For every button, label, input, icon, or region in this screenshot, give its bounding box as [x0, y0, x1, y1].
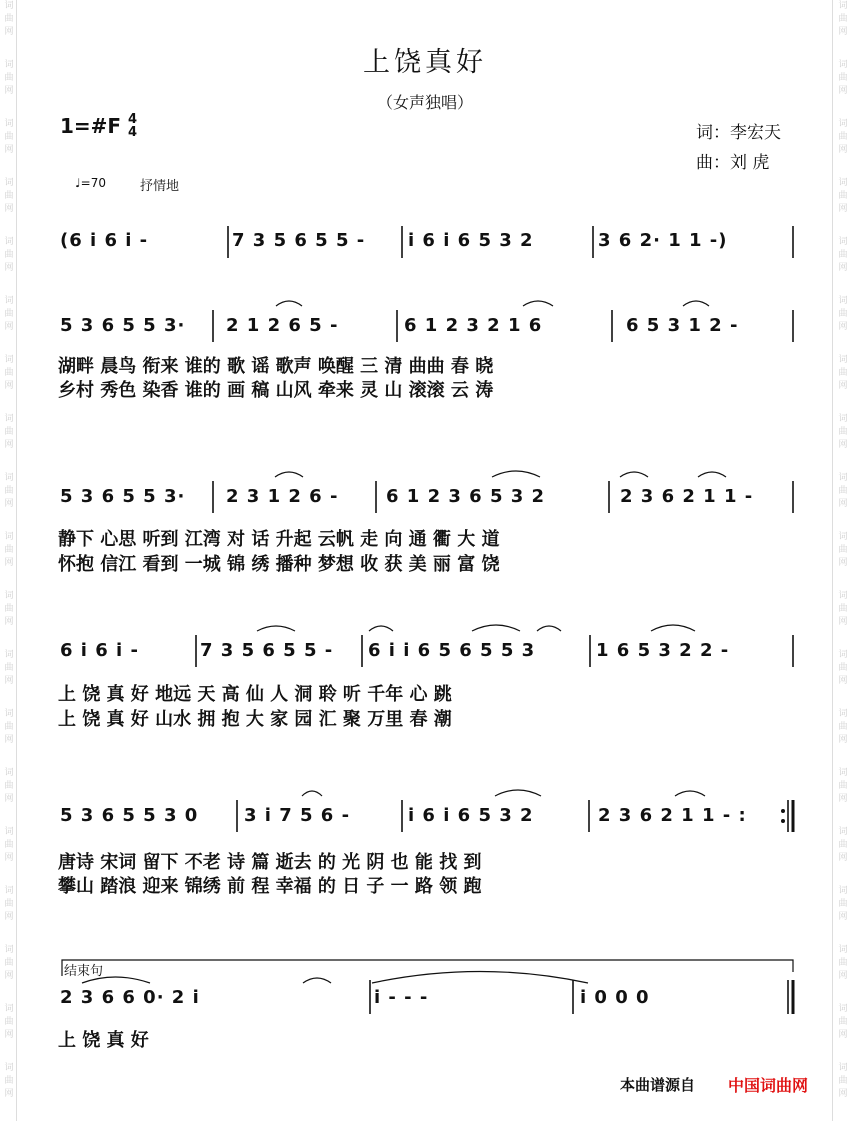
watermark-char: 词	[838, 355, 848, 365]
measure-notes: i 6 i 6 5 3 2	[408, 230, 534, 251]
slur	[492, 471, 540, 477]
lyric-line-verse-1: 湖畔 晨鸟 衔来 谁的 歌 谣 歌声 唤醒 三 清 曲曲 春 晓	[58, 356, 494, 377]
measure-notes: 3 6 2· 1 1 -)	[598, 230, 728, 251]
watermark-char: 网	[4, 499, 14, 509]
watermark-char: 网	[838, 145, 848, 155]
watermark-char: 曲	[838, 899, 848, 909]
watermark-char: 网	[4, 145, 14, 155]
watermark-char: 网	[838, 971, 848, 981]
watermark-char: 词	[4, 237, 14, 247]
lyric-line-verse-2: 乡村 秀色 染香 谁的 画 稿 山风 牵来 灵 山 滚滚 云 涛	[58, 380, 494, 401]
watermark-char: 词	[4, 591, 14, 601]
watermark-char: 词	[838, 591, 848, 601]
repeat-dot	[781, 819, 785, 823]
watermark-char: 词	[838, 1004, 848, 1014]
watermark-char: 曲	[838, 14, 848, 24]
slur	[683, 301, 709, 306]
watermark-char: 词	[4, 473, 14, 483]
watermark-char: 网	[838, 912, 848, 922]
watermark-char: 曲	[4, 191, 14, 201]
measure-notes: 2 1 2 6 5 -	[226, 315, 339, 336]
watermark-char: 曲	[4, 781, 14, 791]
watermark-char: 词	[838, 414, 848, 424]
watermark-char: 曲	[4, 899, 14, 909]
measure-notes: 2 3 6 2 1 1 -	[620, 486, 754, 507]
composer-credit: 曲：刘 虎	[696, 153, 770, 173]
measure-notes: 2 3 6 2 1 1 - :	[598, 805, 747, 826]
measure-notes: i 0 0 0	[580, 987, 650, 1008]
slur	[302, 791, 322, 796]
watermark-char: 网	[838, 1089, 848, 1099]
watermark-char: 曲	[838, 73, 848, 83]
watermark-char: 词	[4, 532, 14, 542]
watermark-char: 网	[838, 1030, 848, 1040]
watermark-char: 曲	[4, 722, 14, 732]
ending-bracket	[62, 960, 793, 976]
watermark-char: 曲	[4, 1017, 14, 1027]
watermark-char: 网	[838, 617, 848, 627]
watermark-char: 曲	[838, 132, 848, 142]
measure-notes: i - - -	[374, 987, 429, 1008]
watermark-char: 词	[838, 650, 848, 660]
watermark-char: 词	[4, 945, 14, 955]
watermark-char: 网	[838, 86, 848, 96]
watermark-char: 曲	[838, 250, 848, 260]
measure-notes: 6 1 2 3 2 1 6	[404, 315, 543, 336]
watermark-char: 词	[4, 355, 14, 365]
watermark-char: 网	[4, 1089, 14, 1099]
tempo-marking: ♩=70	[75, 176, 106, 190]
watermark-char: 词	[4, 1, 14, 11]
song-subtitle: （女声独唱）	[376, 93, 473, 112]
watermark-char: 词	[838, 296, 848, 306]
watermark-char: 曲	[838, 427, 848, 437]
slur	[275, 472, 303, 477]
brand-link[interactable]: 中国词曲网	[728, 1076, 809, 1095]
watermark-char: 曲	[4, 1076, 14, 1086]
slur	[372, 972, 588, 984]
watermark-char: 曲	[838, 309, 848, 319]
watermark-char: 曲	[4, 840, 14, 850]
watermark-char: 网	[838, 440, 848, 450]
repeat-dot	[781, 809, 785, 813]
watermark-char: 曲	[838, 1076, 848, 1086]
watermark-char: 词	[4, 650, 14, 660]
lyric-line-verse-2: 上 饶 真 好 山水 拥 抱 大 家 园 汇 聚 万里 春 潮	[58, 709, 452, 730]
watermark-char: 曲	[4, 545, 14, 555]
watermark-char: 词	[838, 886, 848, 896]
watermark-char: 曲	[4, 958, 14, 968]
watermark-char: 网	[838, 735, 848, 745]
watermark-char: 网	[4, 617, 14, 627]
watermark-char: 词	[4, 1004, 14, 1014]
watermark-char: 网	[4, 204, 14, 214]
lyric-line-verse-2: 怀抱 信江 看到 一城 锦 绣 播种 梦想 收 获 美 丽 富 饶	[58, 554, 500, 575]
lyricist-credit: 词：李宏天	[696, 123, 781, 143]
measure-notes: (6 i 6 i -	[60, 230, 149, 251]
watermark-char: 曲	[838, 486, 848, 496]
watermark-char: 曲	[838, 545, 848, 555]
watermark-char: 曲	[4, 73, 14, 83]
watermark-char: 曲	[4, 250, 14, 260]
measure-notes: i 6 i 6 5 3 2	[408, 805, 534, 826]
watermark-char: 词	[838, 827, 848, 837]
watermark-char: 词	[4, 709, 14, 719]
time-signature-top: 4	[128, 112, 138, 127]
watermark-char: 网	[838, 794, 848, 804]
watermark-char: 曲	[4, 14, 14, 24]
slur	[698, 472, 726, 477]
watermark-char: 词	[838, 1, 848, 11]
watermark-char: 曲	[4, 132, 14, 142]
watermark-char: 网	[4, 440, 14, 450]
watermark-char: 网	[4, 27, 14, 37]
watermark-char: 词	[4, 119, 14, 129]
watermark-char: 曲	[4, 427, 14, 437]
watermark-char: 词	[838, 1063, 848, 1073]
watermark-char: 网	[838, 263, 848, 273]
lyric-line-verse-1: 静下 心思 听到 江湾 对 话 升起 云帆 走 向 通 衢 大 道	[58, 529, 500, 550]
watermark-char: 曲	[4, 309, 14, 319]
measure-notes: 5 3 6 5 5 3 0	[60, 805, 199, 826]
measure-notes: 6 i i 6 5 6 5 5 3	[368, 640, 536, 661]
watermark-char: 词	[838, 532, 848, 542]
watermark-char: 词	[4, 768, 14, 778]
watermark-char: 网	[4, 853, 14, 863]
watermark-char: 网	[4, 86, 14, 96]
watermark-char: 词	[4, 296, 14, 306]
watermark-char: 词	[4, 886, 14, 896]
watermark-char: 词	[4, 178, 14, 188]
source-label: 本曲谱源自	[620, 1076, 696, 1094]
watermark-char: 曲	[4, 486, 14, 496]
lyric-line-verse-1: 上 饶 真 好 地远 天 高 仙 人 洞 聆 听 千年 心 跳	[58, 684, 452, 705]
watermark-char: 网	[4, 735, 14, 745]
measure-notes: 5 3 6 5 5 3·	[60, 315, 186, 336]
measure-notes: 2 3 1 2 6 -	[226, 486, 339, 507]
watermark-char: 网	[4, 794, 14, 804]
watermark-char: 曲	[4, 368, 14, 378]
slur	[523, 301, 553, 306]
watermark-char: 网	[838, 381, 848, 391]
measure-notes: 7 3 5 6 5 5 -	[200, 640, 334, 661]
measure-notes: 6 i 6 i -	[60, 640, 139, 661]
measure-notes: 1 6 5 3 2 2 -	[596, 640, 730, 661]
key-signature: 1=#F	[60, 114, 122, 138]
watermark-char: 词	[838, 473, 848, 483]
lyric-line-ending: 上 饶 真 好	[58, 1030, 149, 1051]
watermark-char: 网	[838, 499, 848, 509]
watermark-char: 网	[838, 27, 848, 37]
watermark-char: 曲	[838, 722, 848, 732]
watermark-char: 词	[4, 1063, 14, 1073]
slur	[276, 301, 302, 306]
watermark-char: 网	[838, 322, 848, 332]
watermark-char: 网	[4, 1030, 14, 1040]
watermark-char: 曲	[838, 1017, 848, 1027]
watermark-char: 曲	[838, 781, 848, 791]
watermark-char: 词	[838, 60, 848, 70]
watermark-char: 曲	[838, 368, 848, 378]
watermark-char: 词	[4, 414, 14, 424]
slur	[369, 626, 393, 631]
watermark-char: 网	[4, 676, 14, 686]
slur	[303, 978, 331, 983]
slur	[651, 625, 695, 631]
watermark-char: 词	[838, 945, 848, 955]
ending-label: 结束句	[64, 964, 104, 979]
song-title: 上饶真好	[363, 47, 487, 78]
expression-marking: 抒情地	[140, 179, 180, 194]
measure-notes: 7 3 5 6 5 5 -	[232, 230, 366, 251]
watermark-char: 词	[838, 178, 848, 188]
slur	[620, 472, 648, 477]
watermark-char: 网	[838, 204, 848, 214]
measure-notes: 6 1 2 3 6 5 3 2	[386, 486, 546, 507]
watermark-char: 词	[4, 60, 14, 70]
watermark-char: 网	[838, 676, 848, 686]
watermark-char: 网	[4, 322, 14, 332]
measure-notes: 3 i 7 5 6 -	[244, 805, 351, 826]
measure-notes: 2 3 6 6 0· 2 i	[60, 987, 200, 1008]
time-signature-bottom: 4	[128, 125, 138, 140]
watermark-char: 网	[4, 558, 14, 568]
lyric-line-verse-1: 唐诗 宋词 留下 不老 诗 篇 逝去 的 光 阴 也 能 找 到	[58, 852, 482, 873]
measure-notes: 6 5 3 1 2 -	[626, 315, 739, 336]
watermark-char: 词	[838, 768, 848, 778]
watermark-char: 曲	[838, 840, 848, 850]
slur	[537, 626, 561, 631]
watermark-char: 词	[838, 237, 848, 247]
watermark-char: 网	[4, 263, 14, 273]
watermark-char: 曲	[838, 604, 848, 614]
lyric-line-verse-2: 攀山 踏浪 迎来 锦绣 前 程 幸福 的 日 子 一 路 领 跑	[58, 876, 482, 897]
measure-notes: 5 3 6 5 5 3·	[60, 486, 186, 507]
watermark-char: 词	[838, 119, 848, 129]
watermark-char: 词	[838, 709, 848, 719]
watermark-char: 词	[4, 827, 14, 837]
watermark-char: 曲	[4, 663, 14, 673]
watermark-char: 曲	[838, 663, 848, 673]
watermark-char: 曲	[838, 191, 848, 201]
watermark-char: 网	[4, 971, 14, 981]
slur	[495, 790, 541, 796]
slur	[257, 626, 295, 631]
slur	[675, 791, 705, 796]
watermark-char: 网	[838, 558, 848, 568]
watermark-char: 曲	[838, 958, 848, 968]
slur	[472, 625, 520, 631]
watermark-char: 网	[4, 381, 14, 391]
watermark-char: 网	[4, 912, 14, 922]
watermark-char: 网	[838, 853, 848, 863]
watermark-char: 曲	[4, 604, 14, 614]
